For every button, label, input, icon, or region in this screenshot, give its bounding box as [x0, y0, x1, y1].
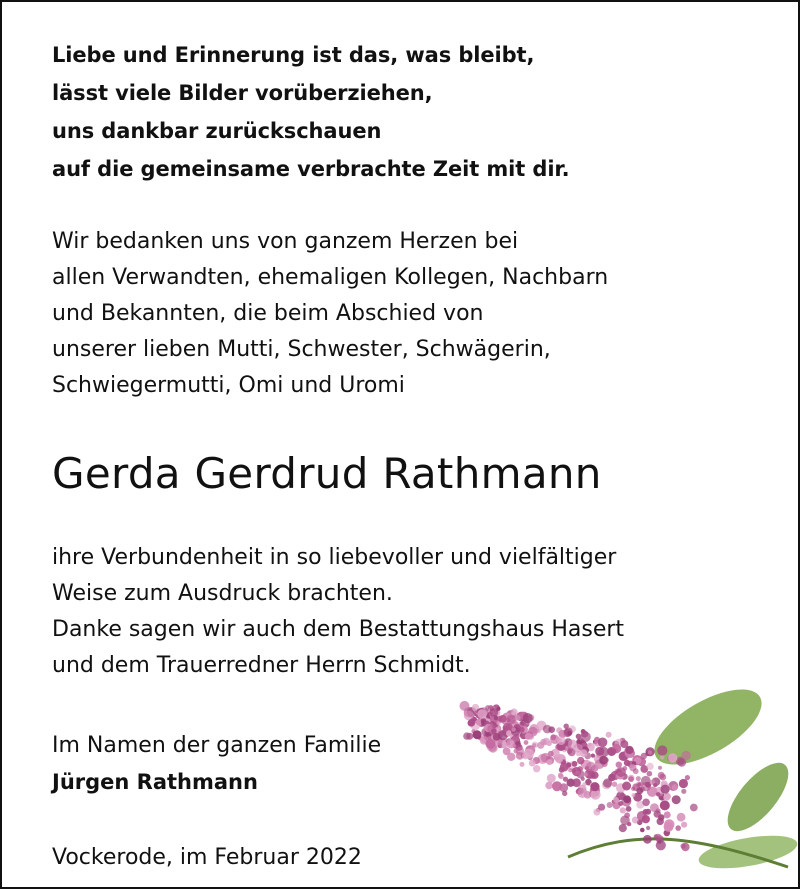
- verse-line: Liebe und Erinnerung ist das, was bleibt,: [52, 43, 535, 67]
- signature-name: Jürgen Rathmann: [52, 770, 258, 794]
- lilac-flower-icon: [458, 687, 798, 887]
- thanks-line: Schwiegermutti, Omi und Uromi: [52, 373, 405, 398]
- place-date-text: Vockerode, im Februar 2022: [52, 845, 362, 870]
- deceased-name: Gerda Gerdrud Rathmann: [52, 449, 602, 498]
- thanks-line: allen Verwandten, ehemaligen Kollegen, Nachbarn: [52, 265, 609, 290]
- closing-paragraph: [52, 540, 624, 684]
- thanks-line: unserer lieben Mutti, Schwester, Schwägerin,: [52, 337, 551, 362]
- signature-block: [52, 728, 381, 800]
- place-date: [52, 840, 362, 876]
- closing-line: Danke sagen wir auch dem Bestattungshaus Hasert: [52, 617, 625, 642]
- closing-line: und dem Trauerredner Herrn Schmidt.: [52, 653, 471, 678]
- signature-line: Im Namen der ganzen Familie: [52, 733, 382, 758]
- thanks-line: und Bekannten, die beim Abschied von: [52, 301, 484, 326]
- verse-line: uns dankbar zurückschauen: [52, 119, 382, 143]
- verse-block: [52, 36, 570, 188]
- thanks-paragraph: [52, 224, 608, 404]
- verse-line: lässt viele Bilder vorüberziehen,: [52, 81, 433, 105]
- verse-line: auf die gemeinsame verbrachte Zeit mit dir.: [52, 157, 570, 181]
- thanks-line: Wir bedanken uns von ganzem Herzen bei: [52, 229, 519, 254]
- closing-line: Weise zum Ausdruck brachten.: [52, 581, 393, 606]
- closing-line: ihre Verbundenheit in so liebevoller und vielfältiger: [52, 545, 617, 570]
